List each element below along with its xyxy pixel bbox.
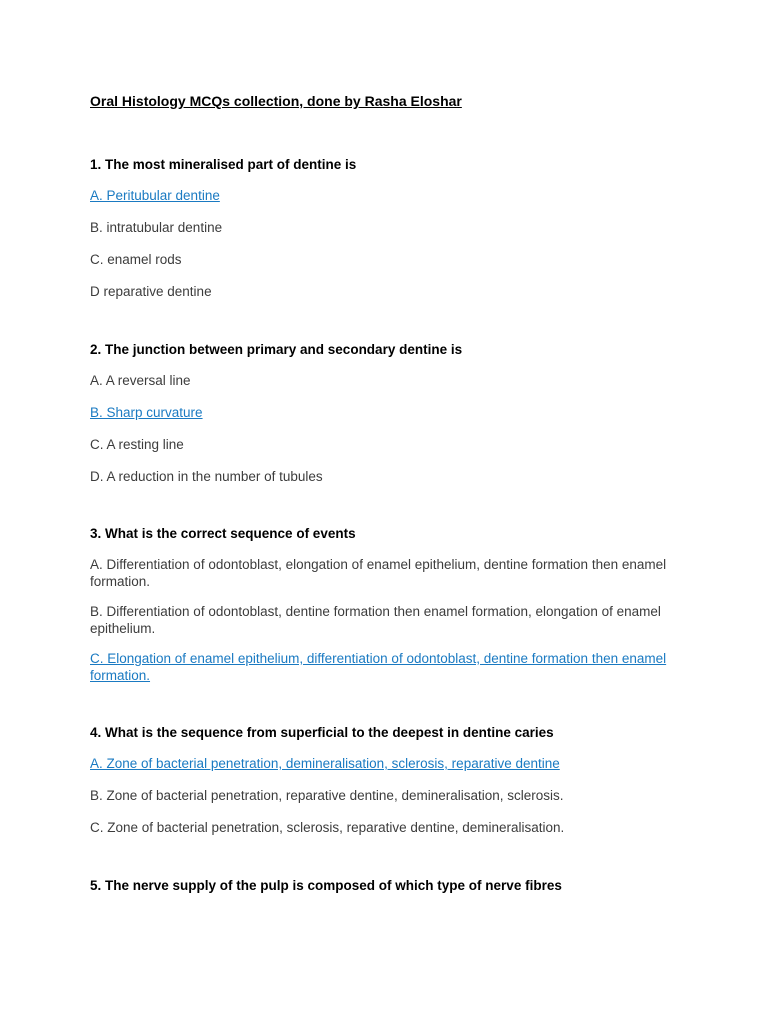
question-3 — [90, 525, 690, 684]
document-page — [90, 92, 690, 934]
question-text: 1. The most mineralised part of dentine is — [90, 157, 357, 172]
option: D reparative dentine — [90, 284, 212, 299]
option: A. A reversal line — [90, 372, 191, 388]
option: B. Zone of bacterial penetration, reparative dentine, demineralisation, sclerosis. — [90, 788, 564, 803]
question-5 — [90, 877, 690, 894]
option: A. Differentiation of odontoblast, elongation of enamel epithelium, dentine formation then enamel formation. — [90, 557, 667, 589]
option: C. Zone of bacterial penetration, sclerosis, reparative dentine, demineralisation. — [90, 820, 565, 835]
question-4 — [90, 724, 690, 837]
question-text: 5. The nerve supply of the pulp is composed of which type of nerve fibres — [90, 877, 562, 893]
option: B. Differentiation of odontoblast, dentine formation then enamel formation, elongation of enamel epithelium. — [90, 604, 661, 636]
question-text: 4. What is the sequence from superficial to the deepest in dentine caries — [90, 725, 554, 740]
question-2 — [90, 341, 690, 486]
question-text: 3. What is the correct sequence of events — [90, 526, 356, 541]
document-title: Oral Histology MCQs collection, done by Rasha Eloshar — [90, 93, 462, 109]
option: C. enamel rods — [90, 252, 182, 267]
option-correct-link[interactable]: A. Zone of bacterial penetration, demineralisation, sclerosis, reparative dentine — [90, 756, 560, 771]
option-correct-link[interactable]: B. Sharp curvature — [90, 404, 203, 420]
option: B. intratubular dentine — [90, 220, 223, 235]
option: C. A resting line — [90, 436, 184, 452]
option-correct-link[interactable]: C. Elongation of enamel epithelium, differentiation of odontoblast, dentine formation then enamel formation. — [90, 651, 667, 683]
option: D. A reduction in the number of tubules — [90, 468, 323, 484]
question-text: 2. The junction between primary and secondary dentine is — [90, 341, 463, 357]
option-correct-link[interactable]: A. Peritubular dentine — [90, 188, 220, 203]
question-1 — [90, 156, 690, 301]
